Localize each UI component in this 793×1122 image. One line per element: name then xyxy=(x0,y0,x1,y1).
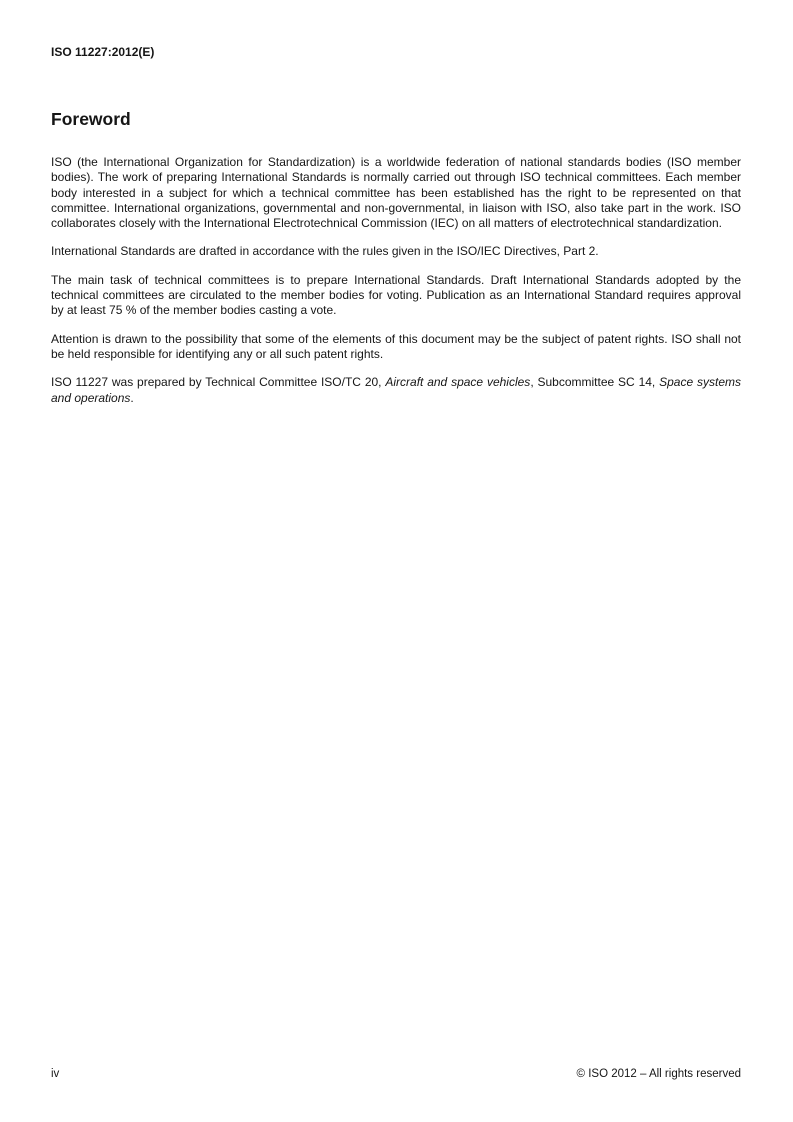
committee-italic-2: Space systems and operations xyxy=(51,375,741,405)
page-number: iv xyxy=(51,1068,60,1080)
foreword-paragraph-1: ISO (the International Organization for Standardization) is a worldwide federation of national standards bodies (ISO member bodies). The work of preparing International Standards is normally carried out through ISO technical committees. Each member body interested in a subject for which a technical committee has been established has the right to be represented on that committee. International organizations, governmental and non-governmental, in liaison with ISO, also take part in the work. ISO collaborates closely with the International Electrotechnical Commission (IEC) on all matters of electrotechnical standardization. xyxy=(51,155,741,231)
foreword-paragraph-2: International Standards are drafted in accordance with the rules given in the ISO/IEC Directives, Part 2. xyxy=(51,244,599,259)
committee-text-2: , Subcommittee SC 14, xyxy=(530,375,660,390)
committee-text-3: . xyxy=(130,390,134,405)
committee-text-1: ISO 11227 was prepared by Technical Committee ISO/TC 20, xyxy=(51,375,386,390)
running-header: ISO 11227:2012(E) xyxy=(51,45,155,59)
foreword-paragraph-3: The main task of technical committees is to prepare International Standards. Draft International Standards adopted by the technical committees are circulated to the member bodies for voting. Publication as an International Standard requires approval by at least 75 % of the member bodies casting a vote. xyxy=(51,272,741,318)
foreword-paragraph-4: Attention is drawn to the possibility that some of the elements of this document may be the subject of patent rights. ISO shall not be held responsible for identifying any or all such patent rights. xyxy=(51,331,741,361)
copyright-notice: © ISO 2012 – All rights reserved xyxy=(576,1068,741,1080)
committee-italic-1: Aircraft and space vehicles xyxy=(385,375,531,390)
page-footer xyxy=(51,1068,741,1080)
committee-paragraph xyxy=(51,375,741,406)
page-title: Foreword xyxy=(51,109,131,129)
foreword-section xyxy=(51,109,741,419)
